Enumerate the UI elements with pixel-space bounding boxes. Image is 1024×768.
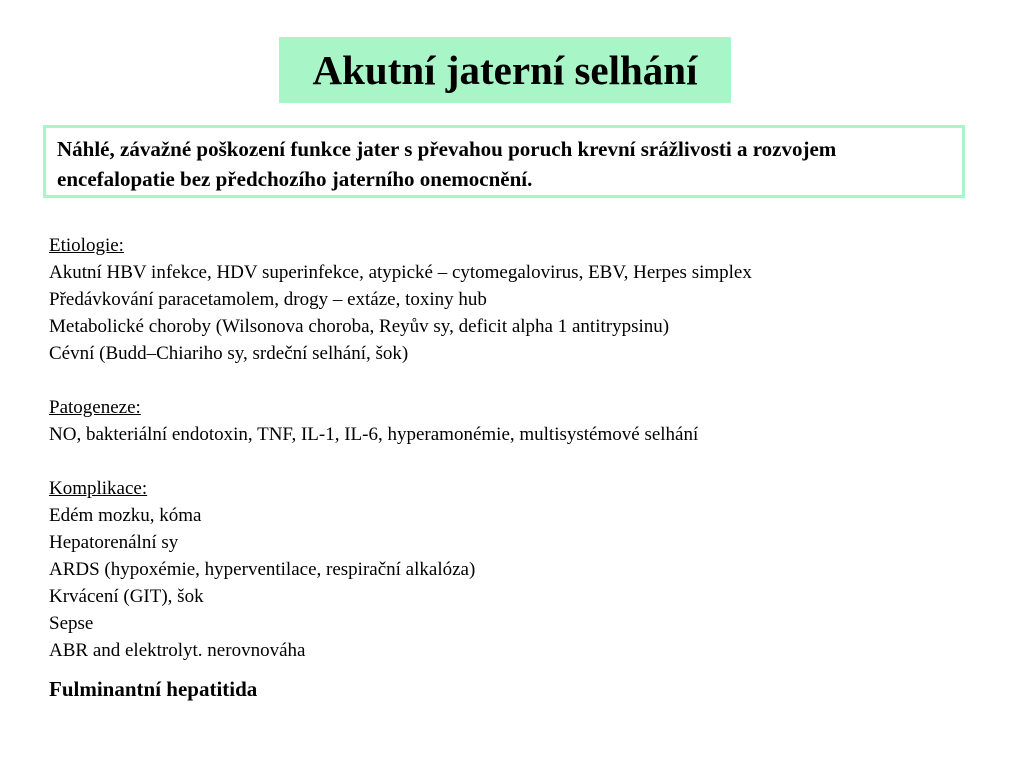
complications-item-6: ABR and elektrolyt. nerovnováha bbox=[49, 640, 306, 661]
definition-box bbox=[43, 125, 965, 198]
etiology-item-4: Cévní (Budd–Chiariho sy, srdeční selhání, šok) bbox=[49, 343, 409, 364]
title-box bbox=[279, 37, 731, 103]
etiology-item-1: Akutní HBV infekce, HDV superinfekce, atypické – cytomegalovirus, EBV, Herpes simplex bbox=[49, 262, 752, 283]
complications-item-4: Krvácení (GIT), šok bbox=[49, 586, 204, 607]
content-body bbox=[49, 232, 979, 664]
pathogenesis-heading: Patogeneze: bbox=[49, 397, 141, 418]
complications-item-5: Sepse bbox=[49, 613, 94, 634]
definition-text: Náhlé, závažné poškození funkce jater s převahou poruch krevní srážlivosti a rozvojem encefalopatie bez předchozího jaterního onemocnění. bbox=[57, 137, 837, 191]
section-spacer bbox=[49, 448, 979, 475]
etiology-item-2: Předávkování paracetamolem, drogy – extáze, toxiny hub bbox=[49, 289, 487, 310]
pathogenesis-item-1: NO, bakteriální endotoxin, TNF, IL-1, IL-6, hyperamonémie, multisystémové selhání bbox=[49, 424, 699, 445]
complications-heading: Komplikace: bbox=[49, 478, 148, 499]
footer-label: Fulminantní hepatitida bbox=[49, 677, 258, 701]
complications-item-1: Edém mozku, kóma bbox=[49, 505, 202, 526]
complications-item-2: Hepatorenální sy bbox=[49, 532, 179, 553]
etiology-heading: Etiologie: bbox=[49, 235, 124, 256]
complications-item-3: ARDS (hypoxémie, hyperventilace, respirační alkalóza) bbox=[49, 559, 476, 580]
etiology-item-3: Metabolické choroby (Wilsonova choroba, Reyův sy, deficit alpha 1 antitrypsinu) bbox=[49, 316, 670, 337]
section-spacer bbox=[49, 367, 979, 394]
slide-title: Akutní jaterní selhání bbox=[312, 46, 698, 93]
